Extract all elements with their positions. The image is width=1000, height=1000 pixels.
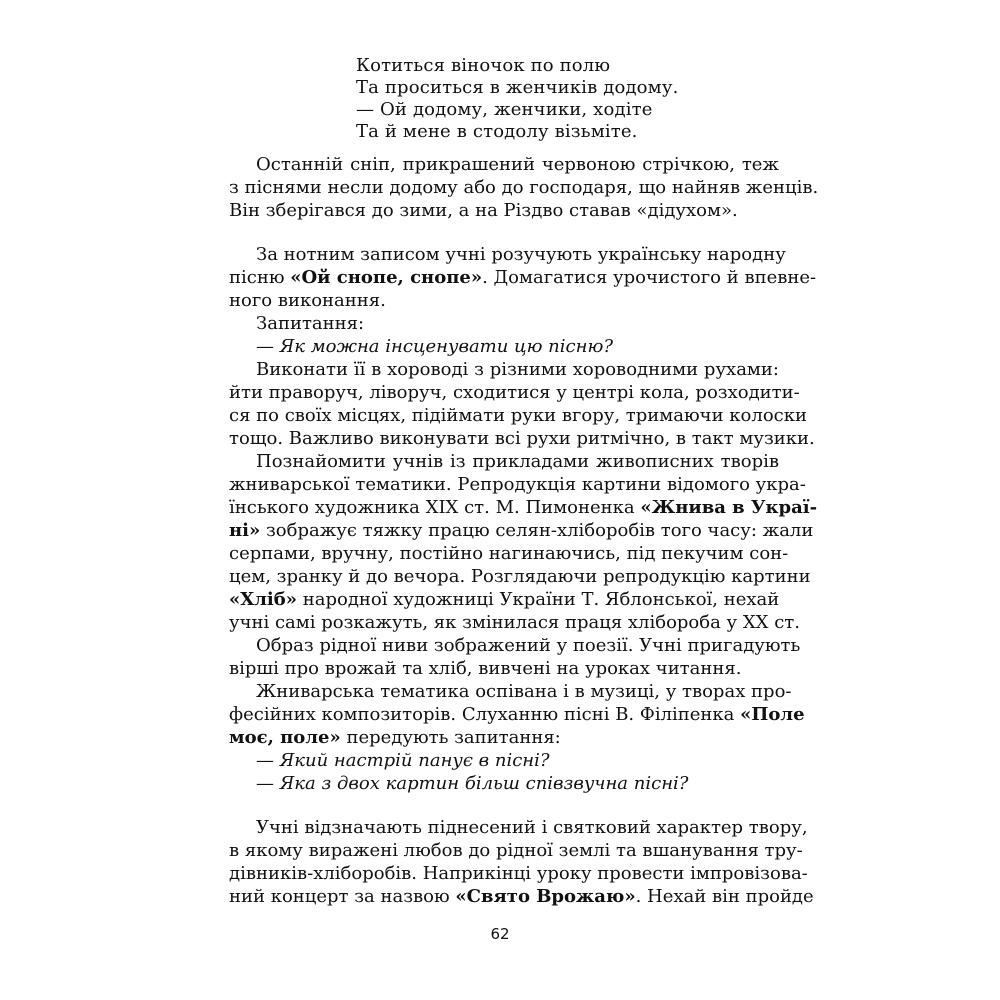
text-line: ні» зображує тяжку працю селян-хліборобів того часу: жали [229,520,814,541]
question: — Як можна інсценувати цю пісню? [256,336,613,357]
text-line: ний концерт за назвою «Свято Врожаю». Нехай він пройде [229,886,814,907]
text-line: учні самі розкажуть, як змінилася праця хлібороба у XX ст. [229,612,800,633]
text-line: Познайомити учнів із прикладами живописних творів [256,451,779,472]
song-title: «Поле [740,704,805,725]
text-line: цем, зранку й до вечора. Розглядаючи репродукцію картини [229,566,811,587]
poem-verse [356,55,756,143]
poem-line: Котиться віночок по полю [356,55,611,76]
text-line: ного виконання. [229,290,386,311]
question: — Яка з двох картин більш співзвучна пісні? [256,773,689,794]
text-line: дівників-хліборобів. Наприкінці уроку провести імпровізова- [229,863,808,884]
text-line: їнського художника XIX ст. М. Пимоненка «Жнива в Украї- [229,497,818,518]
painting-title: «Хліб» [229,589,298,610]
page-number: 62 [490,925,510,943]
text-line: вірші про врожай та хліб, вивчені на уроках читання. [229,658,742,679]
song-title: моє, поле» [229,727,341,748]
main-text [229,153,819,908]
question: — Який настрій панує в пісні? [256,750,550,771]
text-line: в якому виражені любов до рідної землі та вшанування тру- [229,840,803,861]
text-line: «Хліб» народної художниці України Т. Яблонської, нехай [229,589,780,610]
text-line: Образ рідної ниви зображений у поезії. Учні пригадують [256,635,801,656]
text-line: серпами, вручну, постійно нагинаючись, під пекучим сон- [229,543,789,564]
concert-title: «Свято Врожаю» [455,886,636,907]
text-line: моє, поле» передують запитання: [229,727,561,748]
text-line: фесійних композиторів. Слуханню пісні В. Філіпенка «Поле [229,704,805,725]
text-line: Учні відзначають піднесений і святковий характер твору, [256,817,808,838]
question-label: Запитання: [256,313,365,334]
poem-line: Та й мене в стодолу візьміте. [356,121,638,142]
text-line: ся по своїх місцях, підіймати руки вгору, тримаючи колоски [229,405,807,426]
poem-line: Та проситься в женчиків додому. [356,77,679,98]
text-line: пісню «Ой снопе, снопе». Домагатися урочистого й впевне- [229,267,817,288]
text-line: Він зберігався до зими, а на Різдво ставав «дідухом». [229,200,738,221]
painting-title: ні» [229,520,261,541]
painting-title: «Жнива в Украї- [640,497,818,518]
text-line: йти праворуч, ліворуч, сходитися у центрі кола, розходити- [229,382,800,403]
text-line: жниварської тематики. Репродукція картини відомого укра- [229,474,806,495]
song-title: «Ой снопе, снопе» [290,267,483,288]
text-line: За нотним записом учні розучують українську народну [256,244,786,265]
text-line: Останній сніп, прикрашений червоною стрічкою, теж [256,154,779,175]
text-line: тощо. Важливо виконувати всі рухи ритмічно, в такт музики. [229,428,815,449]
text-line: з піснями несли додому або до господаря, що найняв женців. [229,177,819,198]
text-line: Жниварська тематика оспівана і в музиці, у творах про- [256,681,792,702]
text-line: Виконати її в хороводі з різними хороводними рухами: [256,359,779,380]
poem-line: — Ой додому, женчики, ходіте [356,99,653,120]
